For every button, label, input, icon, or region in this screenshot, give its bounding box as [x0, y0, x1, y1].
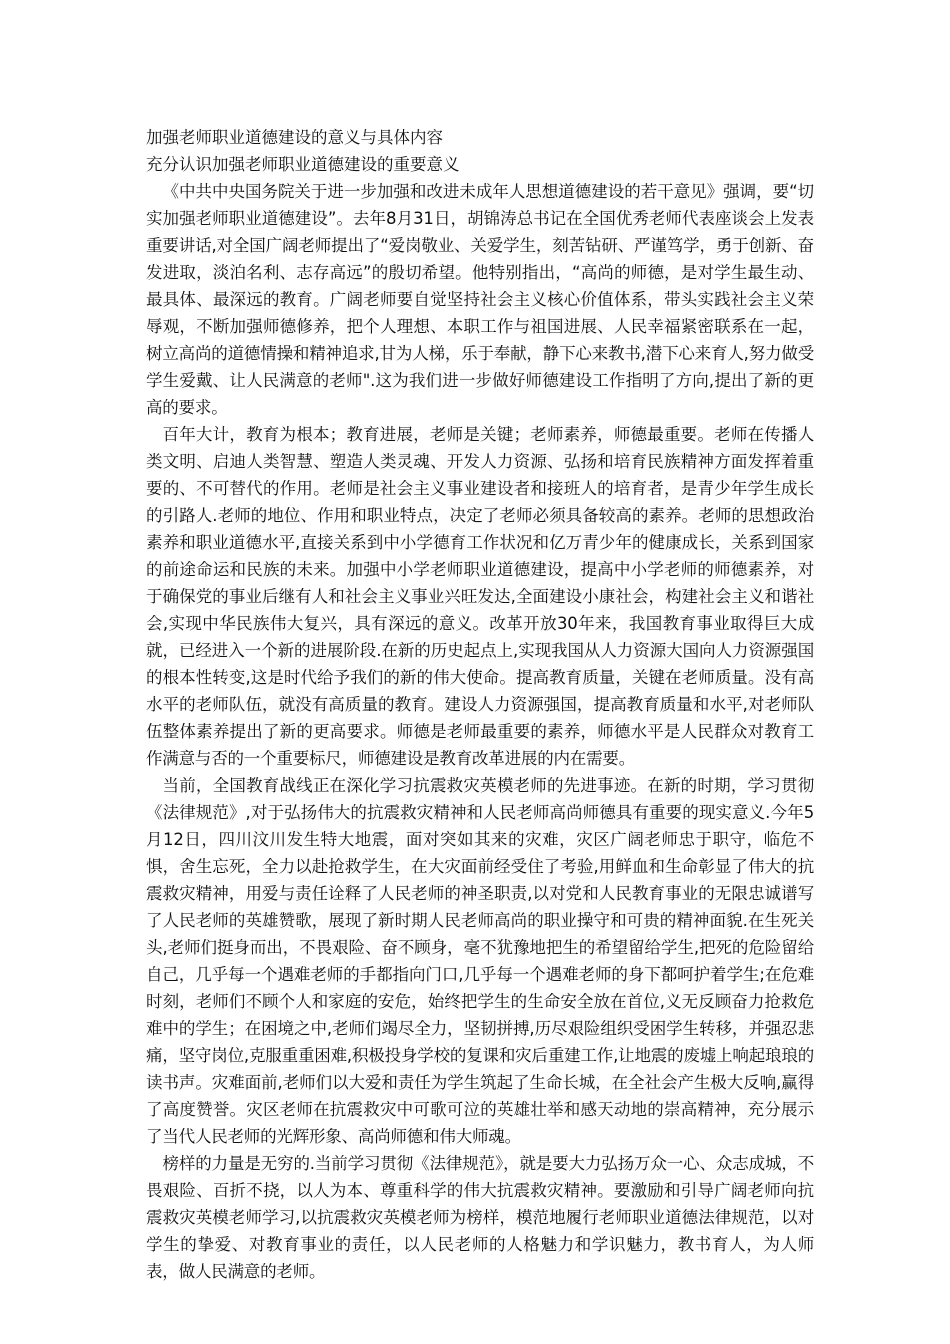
document-subtitle: 充分认识加强老师职业道德建设的重要意义: [146, 155, 460, 174]
paragraph-1: 《中共中央国务院关于进一步加强和改进未成年人思想道德建设的若干意见》强调，要“切实加强老师职业道德建设”。去年8月31日，胡锦涛总书记在全国优秀老师代表座谈会上发表重要讲话,对全国广阔老师提出了“爱岗敬业、关爱学生，刻苦钻研、严谨笃学，勇于创新、奋发进取，淡泊名利、志存高远”的殷切希望。他特别指出，“高尚的师德，是对学生最生动、最具体、最深远的教育。广阔老师要自觉坚持社会主义核心价值体系，带头实践社会主义荣辱观，不断加强师德修养，把个人理想、本职工作与祖国进展、人民幸福紧密联系在一起，树立高尚的道德情操和精神追求,甘为人梯，乐于奉献，静下心来教书,潜下心来育人,努力做受学生爱戴、让人民满意的老师".这为我们进一步做好师德建设工作指明了方向,提出了新的更高的要求。: [146, 182, 814, 417]
paragraph-4: 榜样的力量是无穷的.当前学习贯彻《法律规范》，就是要大力弘扬万众一心、众志成城，不畏艰险、百折不挠，以人为本、尊重科学的伟大抗震救灾精神。要激励和引导广阔老师向抗震救灾英模老师学习,以抗震救灾英模老师为榜样，模范地履行老师职业道德法律规范，以对学生的挚爱、对教育事业的责任，以人民老师的人格魅力和学识魅力，教书育人，为人师表，做人民满意的老师。: [146, 1154, 814, 1281]
paragraph-3: 当前，全国教育战线正在深化学习抗震救灾英模老师的先进事迹。在新的时期，学习贯彻《法律规范》,对于弘扬伟大的抗震救灾精神和人民老师高尚师德具有重要的现实意义.今年5月12日，四川汶川发生特大地震，面对突如其来的灾难，灾区广阔老师忠于职守，临危不惧，舍生忘死，全力以赴抢救学生，在大灾面前经受住了考验,用鲜血和生命彰显了伟大的抗震救灾精神，用爱与责任诠释了人民老师的神圣职责,以对党和人民教育事业的无限忠诚谱写了人民老师的英雄赞歌，展现了新时期人民老师高尚的职业操守和可贵的精神面貌.在生死关头,老师们挺身而出，不畏艰险、奋不顾身，毫不犹豫地把生的希望留给学生,把死的危险留给自己，几乎每一个遇难老师的手都指向门口,几乎每一个遇难老师的身下都呵护着学生;在危难时刻，老师们不顾个人和家庭的安危，始终把学生的生命安全放在首位,义无反顾奋力抢救危难中的学生；在困境之中,老师们竭尽全力，坚韧拼搏,历尽艰险组织受困学生转移，并强忍悲痛，坚守岗位,克服重重困难,积极投身学校的复课和灾后重建工作,让地震的废墟上响起琅琅的读书声。灾难面前,老师们以大爱和责任为学生筑起了生命长城，在全社会产生极大反响,赢得了高度赞誉。灾区老师在抗震救灾中可歌可泣的英雄壮举和感天动地的崇高精神，充分展示了当代人民老师的光辉形象、高尚师德和伟大师魂。: [146, 776, 814, 1146]
document-page: [146, 124, 814, 1285]
document-title: 加强老师职业道德建设的意义与具体内容: [146, 128, 443, 147]
paragraph-2: 百年大计，教育为根本；教育进展，老师是关键；老师素养，师德最重要。老师在传播人类文明、启迪人类智慧、塑造人类灵魂、开发人力资源、弘扬和培育民族精神方面发挥着重要的、不可替代的作用。老师是社会主义事业建设者和接班人的培育者，是青少年学生成长的引路人.老师的地位、作用和职业特点，决定了老师必须具备较高的素养。老师的思想政治素养和职业道德水平,直接关系到中小学德育工作状况和亿万青少年的健康成长，关系到国家的前途命运和民族的未来。加强中小学老师职业道德建设，提高中小学老师的师德素养，对于确保党的事业后继有人和社会主义事业兴旺发达,全面建设小康社会，构建社会主义和谐社会,实现中华民族伟大复兴，具有深远的意义。改革开放30年来，我国教育事业取得巨大成就，已经进入一个新的进展阶段.在新的历史起点上,实现我国从人力资源大国向人力资源强国的根本性转变,这是时代给予我们的新的伟大使命。提高教育质量，关键在老师质量。没有高水平的老师队伍，就没有高质量的教育。建设人力资源强国，提高教育质量和水平,对老师队伍整体素养提出了新的更高要求。师德是老师最重要的素养，师德水平是人民群众对教育工作满意与否的一个重要标尺，师德建设是教育改革进展的内在需要。: [146, 425, 814, 768]
